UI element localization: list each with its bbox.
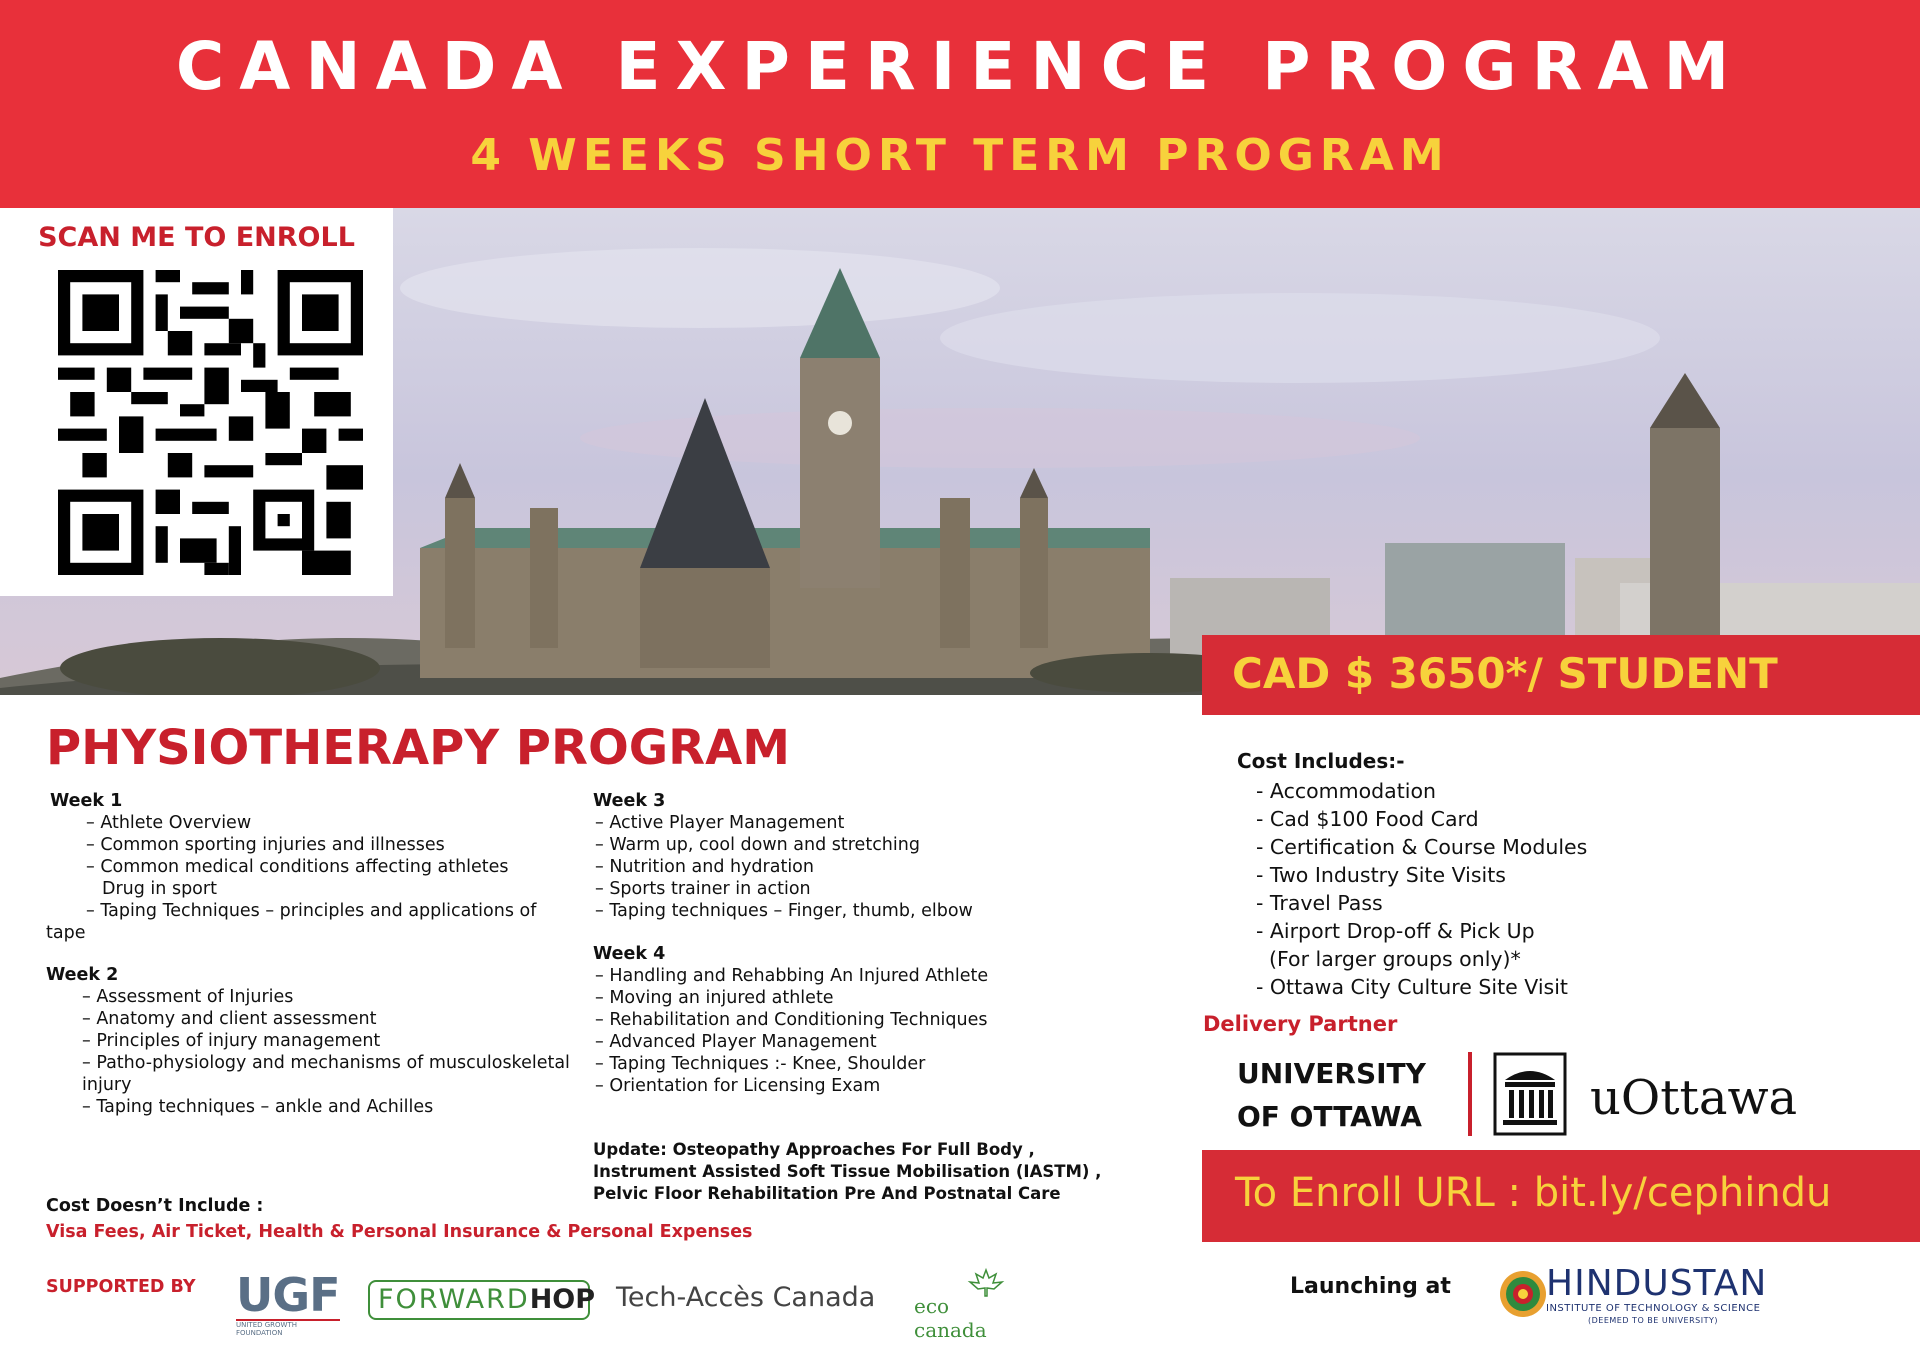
list-item: – Nutrition and hydration: [595, 857, 814, 877]
cost-includes-list: [1256, 777, 1587, 1001]
list-item: - Airport Drop-off & Pick Up: [1256, 919, 1535, 943]
tech-acces-logo: [616, 1282, 875, 1313]
program-title: CANADA EXPERIENCE PROGRAM: [175, 28, 1745, 105]
enroll-url[interactable]: To Enroll URL : bit.ly/cephindu: [1235, 1170, 1832, 1216]
update-note: [593, 1139, 1101, 1205]
list-item: – Anatomy and client assessment: [82, 1009, 377, 1029]
list-item: – Orientation for Licensing Exam: [595, 1076, 881, 1096]
ugf-logo-text: UGF: [236, 1268, 340, 1322]
list-item: – Taping Techniques – principles and applications of: [86, 901, 537, 921]
forwardhop-logo-a: FORWARD: [378, 1284, 530, 1315]
not-included-text: Visa Fees, Air Ticket, Health & Personal Insurance & Personal Expenses: [46, 1222, 753, 1242]
program-subtitle: 4 WEEKS SHORT TERM PROGRAM: [470, 130, 1450, 181]
tech-acces-text: Tech-Accès Canada: [616, 1282, 876, 1313]
university-name: [1237, 1052, 1426, 1138]
list-item: - Two Industry Site Visits: [1256, 863, 1506, 887]
hindustan-logo: [1498, 1265, 1918, 1329]
list-item: - Cad $100 Food Card: [1256, 807, 1479, 831]
uottawa-building-icon: [1493, 1052, 1567, 1136]
update-line: Instrument Assisted Soft Tissue Mobilisation (IASTM) ,: [593, 1162, 1102, 1181]
university-line-2: OF OTTAWA: [1237, 1100, 1422, 1133]
week-3-block: [593, 790, 973, 922]
list-item: – Assessment of Injuries: [82, 987, 294, 1007]
ugf-logo-sub: UNITED GROWTH FOUNDATION: [236, 1319, 340, 1337]
university-line-1: UNIVERSITY: [1237, 1057, 1426, 1090]
week-4-block: [593, 943, 988, 1097]
list-item: – Taping Techniques :- Knee, Shoulder: [595, 1054, 926, 1074]
ugf-logo: [236, 1268, 340, 1337]
week-1-label: Week 1: [50, 791, 123, 811]
cost-includes-title: Cost Includes:-: [1237, 749, 1405, 773]
list-item: - Accommodation: [1256, 779, 1436, 803]
week-2-label: Week 2: [46, 965, 119, 985]
hindustan-sub-2: (DEEMED TO BE UNIVERSITY): [1588, 1316, 1718, 1325]
week-2-block: [46, 964, 570, 1118]
list-item: – Handling and Rehabbing An Injured Athlete: [595, 966, 989, 986]
list-item: – Principles of injury management: [82, 1031, 381, 1051]
price-text: CAD $ 3650*/ STUDENT: [1232, 649, 1778, 698]
list-item: – Common sporting injuries and illnesses: [86, 835, 445, 855]
program-heading: PHYSIOTHERAPY PROGRAM: [46, 720, 791, 776]
list-item: - Ottawa City Culture Site Visit: [1256, 975, 1568, 999]
uottawa-wordmark: uOttawa: [1590, 1070, 1798, 1126]
eco-canada-text: eco canada: [914, 1294, 987, 1342]
hindustan-sub-1: INSTITUTE OF TECHNOLOGY & SCIENCE: [1546, 1303, 1761, 1314]
update-line: Pelvic Floor Rehabilitation Pre And Postnatal Care: [593, 1184, 1061, 1203]
week-4-label: Week 4: [593, 944, 666, 964]
eco-canada-logo: [914, 1268, 1026, 1342]
header-banner: [0, 0, 1920, 208]
list-item: – Patho-physiology and mechanisms of musculoskeletal: [82, 1053, 570, 1073]
update-line: Update: Osteopathy Approaches For Full Body ,: [593, 1140, 1035, 1159]
price-banner: [1202, 635, 1920, 715]
list-item: injury: [82, 1075, 132, 1095]
qr-panel: [0, 208, 393, 596]
week-3-label: Week 3: [593, 791, 666, 811]
hindustan-name: HINDUSTAN: [1546, 1263, 1768, 1304]
enroll-banner: [1202, 1150, 1920, 1242]
scan-label: SCAN ME TO ENROLL: [38, 222, 355, 253]
list-item: – Moving an injured athlete: [595, 988, 834, 1008]
not-included-title: Cost Doesn’t Include :: [46, 1196, 264, 1216]
list-item: – Sports trainer in action: [595, 879, 811, 899]
list-item: – Common medical conditions affecting athletes: [86, 857, 509, 877]
list-item: – Rehabilitation and Conditioning Techniques: [595, 1010, 988, 1030]
list-item: Drug in sport: [102, 879, 217, 899]
list-item: – Athlete Overview: [86, 813, 252, 833]
launching-at-label: Launching at: [1290, 1274, 1451, 1299]
week-1-block: [46, 790, 537, 944]
partner-divider: [1468, 1052, 1472, 1136]
list-item: (For larger groups only)*: [1269, 947, 1521, 971]
list-item: – Active Player Management: [595, 813, 845, 833]
qr-code-icon[interactable]: [58, 270, 363, 575]
list-item: – Taping techniques – Finger, thumb, elbow: [595, 901, 973, 921]
delivery-partner-label: Delivery Partner: [1203, 1012, 1398, 1036]
list-item: – Taping techniques – ankle and Achilles: [82, 1097, 434, 1117]
list-item: tape: [46, 923, 86, 943]
list-item: – Warm up, cool down and stretching: [595, 835, 920, 855]
list-item: - Travel Pass: [1256, 891, 1383, 915]
hindustan-emblem-icon: [1498, 1269, 1548, 1319]
forwardhop-logo: [368, 1280, 596, 1320]
list-item: - Certification & Course Modules: [1256, 835, 1588, 859]
list-item: – Advanced Player Management: [595, 1032, 877, 1052]
forwardhop-logo-b: HOP: [529, 1284, 596, 1315]
supported-by-label: SUPPORTED BY: [46, 1277, 196, 1297]
